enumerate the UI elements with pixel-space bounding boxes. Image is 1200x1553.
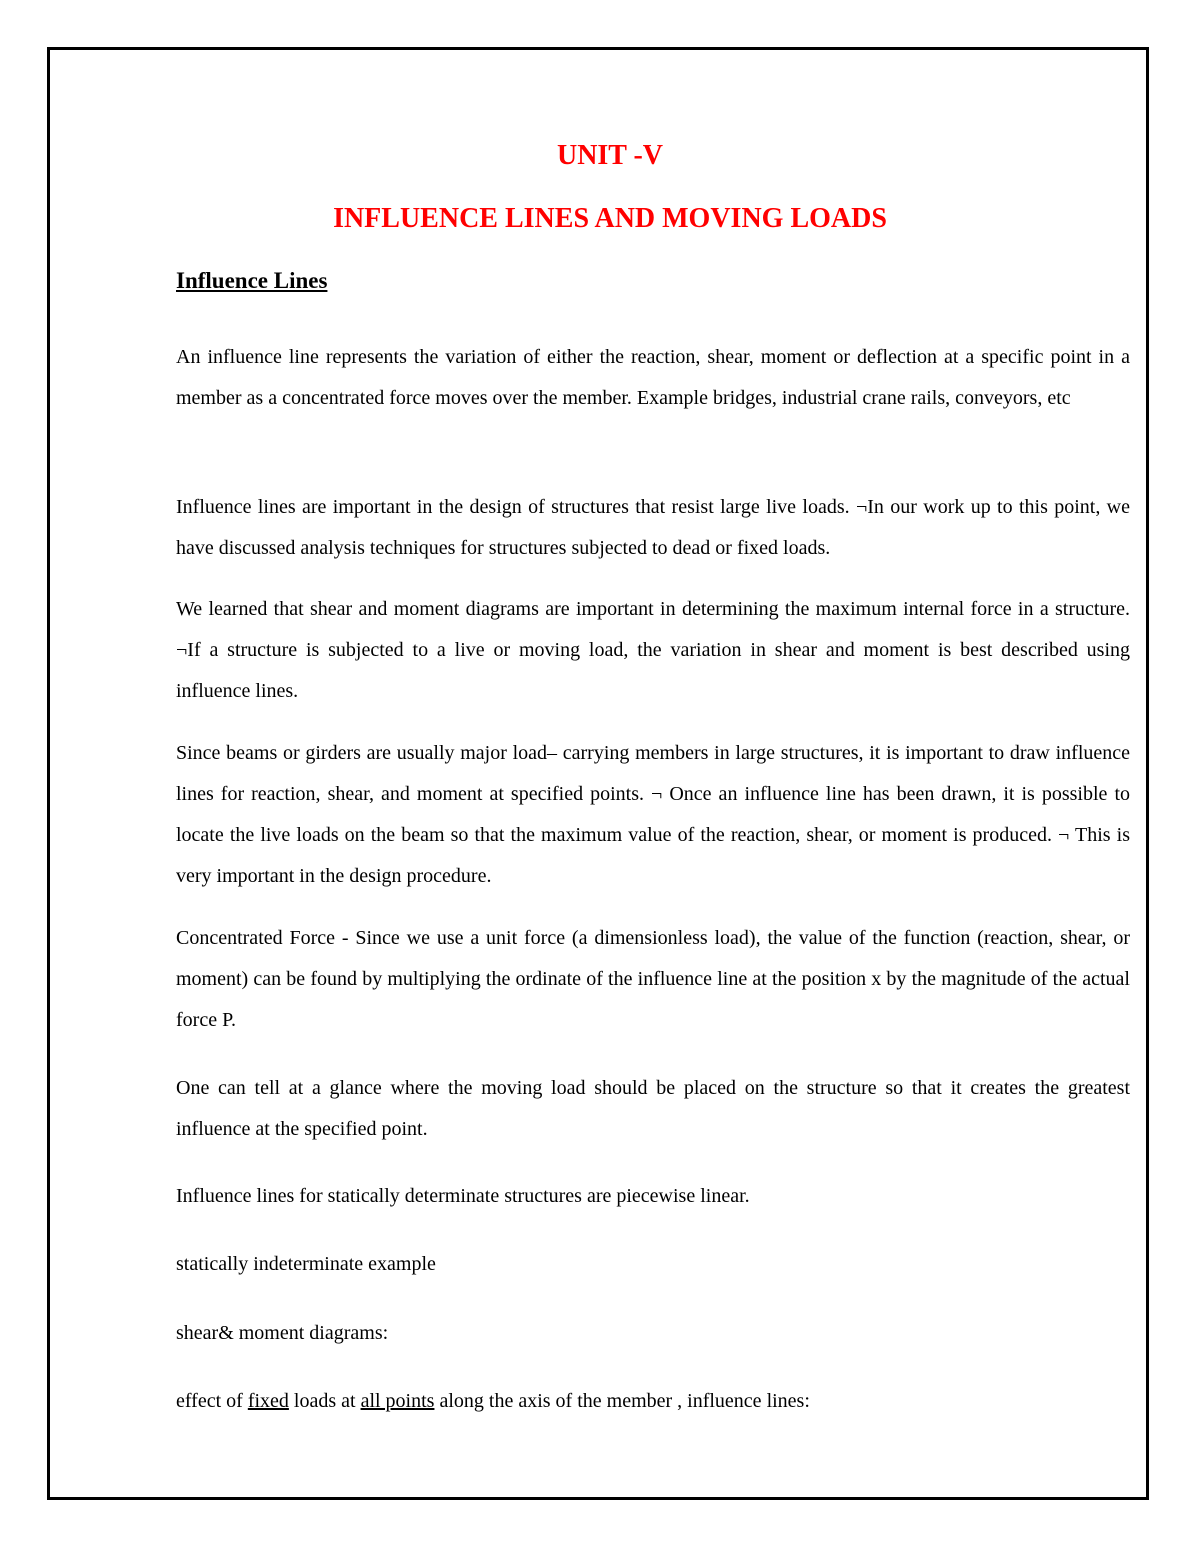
paragraph-concentrated-force: Concentrated Force - Since we use a unit force (a dimensionless load), the value of the function (reaction, shear, or moment) can be found by multiplying the ordinate of the influence line at the position x by the magnitude of the actual force P. [176,927,1130,1031]
paragraph-indeterminate: statically indeterminate example [176,1253,436,1275]
paragraph-definition: An influence line represents the variation of either the reaction, shear, moment or deflection at a specific point in a member as a concentrated force moves over the member. Example bridges, industrial crane rails, conveyors, etc [176,346,1130,409]
effect-text-2: loads at [288,1390,361,1412]
paragraph-moving-load: One can tell at a glance where the moving load should be placed on the structure so that it creates the greatest influence at the specified point. [176,1077,1130,1140]
unit-title: UNIT -V [556,140,664,171]
paragraph-importance: Influence lines are important in the design of structures that resist large live loads. ¬In our work up to this point, we have discussed analysis techniques for structures subjected to dead or fixed loads. [176,496,1130,559]
effect-text-1: effect of [176,1390,248,1412]
paragraph-diagrams: shear& moment diagrams: [176,1322,389,1344]
document-title: INFLUENCE LINES AND MOVING LOADS [333,203,887,234]
effect-text-3: along the axis of the member , influence lines: [434,1390,810,1412]
section-heading: Influence Lines [176,268,328,293]
all-points-underlined: all points [360,1390,435,1412]
fixed-underlined: fixed [247,1390,289,1412]
paragraph-effect-of-loads [176,1381,1130,1422]
paragraph-shear-moment: We learned that shear and moment diagrams are important in determining the maximum internal force in a structure. ¬If a structure is subjected to a live or moving load, the variation in shear and moment is best described using influence lines. [176,598,1130,702]
paragraph-beams-girders: Since beams or girders are usually major load– carrying members in large structures, it is important to draw influence lines for reaction, shear, and moment at specified points. ¬ Once an influence line has been drawn, it is possible to locate the live loads on the beam so that the maximum value of the reaction, shear, or moment is produced. ¬ This is very important in the design procedure. [176,742,1130,887]
paragraph-piecewise-linear: Influence lines for statically determinate structures are piecewise linear. [176,1185,750,1207]
